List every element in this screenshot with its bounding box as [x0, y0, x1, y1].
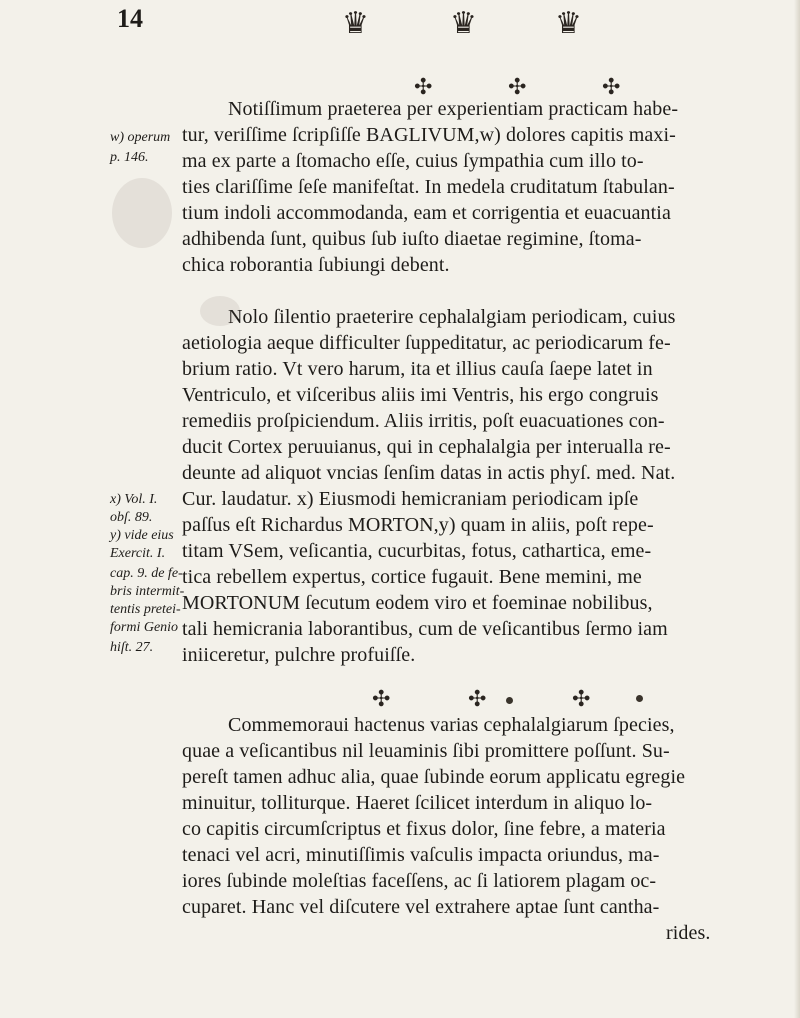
margin-note: hiſt. 27.	[110, 640, 154, 655]
text-line: adhibenda ſunt, quibus ſub iuſto diaetae regimine, ſtoma-	[182, 228, 642, 250]
text-line: ma ex parte a ſtomacho eſſe, cuius ſympathia cum illo to-	[182, 150, 644, 172]
crown-ornament-icon: ♛	[555, 7, 582, 40]
text-line: titam VSem, veſicantia, cucurbitas, fotus, cathartica, eme-	[182, 540, 652, 562]
margin-note: y) vide eius	[110, 528, 174, 543]
margin-note: cap. 9. de fe-	[110, 566, 183, 581]
text-line: tenaci vel acri, minutiſſimis vaſculis impacta oriundus, ma-	[182, 844, 660, 866]
fleuron-icon: ✣	[602, 74, 621, 99]
text-line: tur, veriſſime ſcripſiſſe BAGLIVUM,w) dolores capitis maxi-	[182, 124, 676, 146]
paper-stain	[200, 296, 240, 326]
text-line: tali hemicrania laborantibus, cum de veſicantibus ſermo iam	[182, 618, 668, 640]
ink-dot	[636, 695, 643, 702]
fleuron-icon: ✣	[372, 686, 391, 711]
text-line: brium ratio. Vt vero harum, ita et illius cauſa ſaepe latet in	[182, 358, 653, 380]
text-line: ducit Cortex peruuianus, qui in cephalalgia per interualla re-	[182, 436, 671, 458]
paper-stain	[112, 178, 172, 248]
page-number: 14	[117, 4, 143, 33]
crown-ornament-icon: ♛	[342, 7, 369, 40]
text-line: ties clariſſime ſeſe manifeſtat. In medela cruditatum ſtabulan-	[182, 176, 675, 198]
text-line: minuitur, tolliturque. Haeret ſcilicet interdum in aliquo lo-	[182, 792, 653, 814]
fleuron-icon: ✣	[414, 74, 433, 99]
margin-note: formi Genio	[110, 620, 179, 635]
margin-note: p. 146.	[110, 150, 149, 165]
text-line: iores ſubinde moleſtias faceſſens, ac ſi latiorem plagam oc-	[182, 870, 657, 892]
page-edge	[794, 0, 800, 1018]
text-line: Notiſſimum praeterea per experientiam practicam habe-	[228, 98, 679, 120]
text-line: Commemoraui hactenus varias cephalalgiarum ſpecies,	[228, 714, 675, 736]
text-line: iniiceretur, pulchre profuiſſe.	[182, 644, 416, 666]
text-line: cuparet. Hanc vel diſcutere vel extrahere aptae ſunt cantha-	[182, 896, 660, 918]
text-line: Nolo ſilentio praeterire cephalalgiam periodicam, cuius	[228, 306, 676, 328]
text-line: MORTONUM ſecutum eodem viro et foeminae nobilibus,	[182, 592, 653, 614]
text-line: chica roborantia ſubiungi debent.	[182, 254, 450, 276]
text-line: rides.	[666, 922, 711, 944]
text-line: quae a veſicantibus nil leuaminis ſibi promittere poſſunt. Su-	[182, 740, 670, 762]
text-line: tium indoli accommodanda, eam et corrigentia et euacuantia	[182, 202, 671, 224]
text-line: Ventriculo, et viſceribus aliis imi Ventris, his ergo congruis	[182, 384, 659, 406]
text-line: aetiologia aeque difficulter ſuppeditatur, ac periodicarum fe-	[182, 332, 671, 354]
text-line: Cur. laudatur. x) Eiusmodi hemicraniam periodicam ipſe	[182, 488, 639, 510]
text-line: paſſus eſt Richardus MORTON,y) quam in aliis, poſt repe-	[182, 514, 654, 536]
margin-note: x) Vol. I.	[110, 492, 158, 507]
crown-ornament-icon: ♛	[450, 7, 477, 40]
margin-note: obſ. 89.	[110, 510, 153, 525]
text-line: remediis proſpiciendum. Aliis irritis, poſt euacuationes con-	[182, 410, 665, 432]
margin-note: tentis pretei-	[110, 602, 181, 617]
text-line: tica rebellem expertus, cortice fugauit. Bene memini, me	[182, 566, 642, 588]
margin-note: Exercit. I.	[110, 546, 166, 561]
fleuron-icon: ✣	[468, 686, 487, 711]
margin-note: w) operum	[110, 130, 171, 145]
fleuron-icon: ✣	[572, 686, 591, 711]
margin-note: bris intermit-	[110, 584, 185, 599]
ink-dot	[506, 697, 513, 704]
text-line: pereſt tamen adhuc alia, quae ſubinde eorum applicatu egregie	[182, 766, 686, 788]
text-line: deunte ad aliquot vncias ſenſim datas in actis phyſ. med. Nat.	[182, 462, 676, 484]
text-line: co capitis circumſcriptus et fixus dolor, ſine febre, a materia	[182, 818, 666, 840]
fleuron-icon: ✣	[508, 74, 527, 99]
